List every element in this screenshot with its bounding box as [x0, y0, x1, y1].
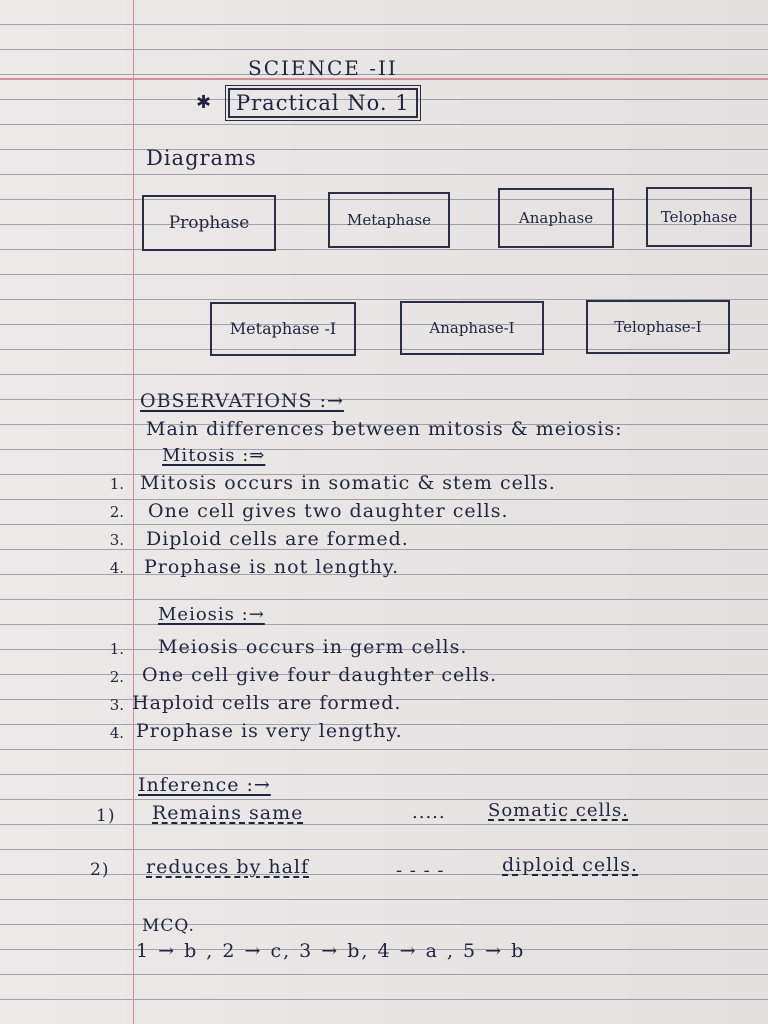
- diagram-box-prophase: Prophase: [142, 195, 276, 251]
- inference-dash: - - - -: [396, 860, 445, 881]
- inference-left: Remains same: [152, 802, 304, 824]
- diagrams-heading: Diagrams: [146, 146, 257, 170]
- subject-title: SCIENCE -II: [248, 56, 398, 80]
- left-margin-rule: [133, 0, 134, 1024]
- inference-number: 2): [90, 860, 110, 880]
- diagram-box-anaphase-1: Anaphase-I: [400, 301, 544, 355]
- list-item: One cell gives two daughter cells.: [148, 500, 509, 522]
- diagram-box-telophase: Telophase: [646, 187, 752, 247]
- list-number: 4.: [109, 559, 124, 577]
- inference-right: diploid cells.: [502, 854, 639, 876]
- list-number: 2.: [109, 503, 124, 521]
- list-item: One cell give four daughter cells.: [142, 664, 498, 686]
- practical-title: Practical No. 1: [228, 88, 418, 118]
- inference-number: 1): [96, 806, 116, 826]
- list-item: Haploid cells are formed.: [132, 692, 402, 714]
- meiosis-heading: Meiosis :→: [158, 604, 265, 625]
- inference-right: Somatic cells.: [488, 800, 629, 821]
- mcq-answers: 1 → b , 2 → c, 3 → b, 4 → a , 5 → b: [136, 940, 526, 962]
- list-item: Mitosis occurs in somatic & stem cells.: [140, 472, 556, 494]
- observations-intro: Main differences between mitosis & meiosis:: [146, 418, 623, 440]
- list-number: 1.: [109, 475, 124, 493]
- star-icon: ✱: [196, 92, 213, 113]
- diagram-box-telophase-1: Telophase-I: [586, 300, 730, 354]
- diagram-box-metaphase-1: Metaphase -I: [210, 302, 356, 356]
- list-number: 3.: [109, 531, 124, 549]
- inference-left: reduces by half: [146, 856, 310, 878]
- diagram-box-metaphase: Metaphase: [328, 192, 450, 248]
- list-item: Meiosis occurs in germ cells.: [158, 636, 468, 658]
- inference-heading: Inference :→: [138, 774, 271, 796]
- list-number: 3.: [109, 696, 124, 714]
- observations-heading: OBSERVATIONS :→: [140, 390, 344, 412]
- list-number: 1.: [109, 640, 124, 658]
- list-number: 2.: [109, 668, 124, 686]
- mitosis-heading: Mitosis :⇒: [162, 445, 266, 466]
- inference-dash: .....: [412, 802, 446, 823]
- list-item: Diploid cells are formed.: [146, 528, 409, 550]
- list-item: Prophase is not lengthy.: [144, 556, 400, 578]
- mcq-heading: MCQ.: [142, 916, 195, 936]
- diagram-box-anaphase: Anaphase: [498, 188, 614, 248]
- list-item: Prophase is very lengthy.: [136, 720, 403, 742]
- list-number: 4.: [109, 724, 124, 742]
